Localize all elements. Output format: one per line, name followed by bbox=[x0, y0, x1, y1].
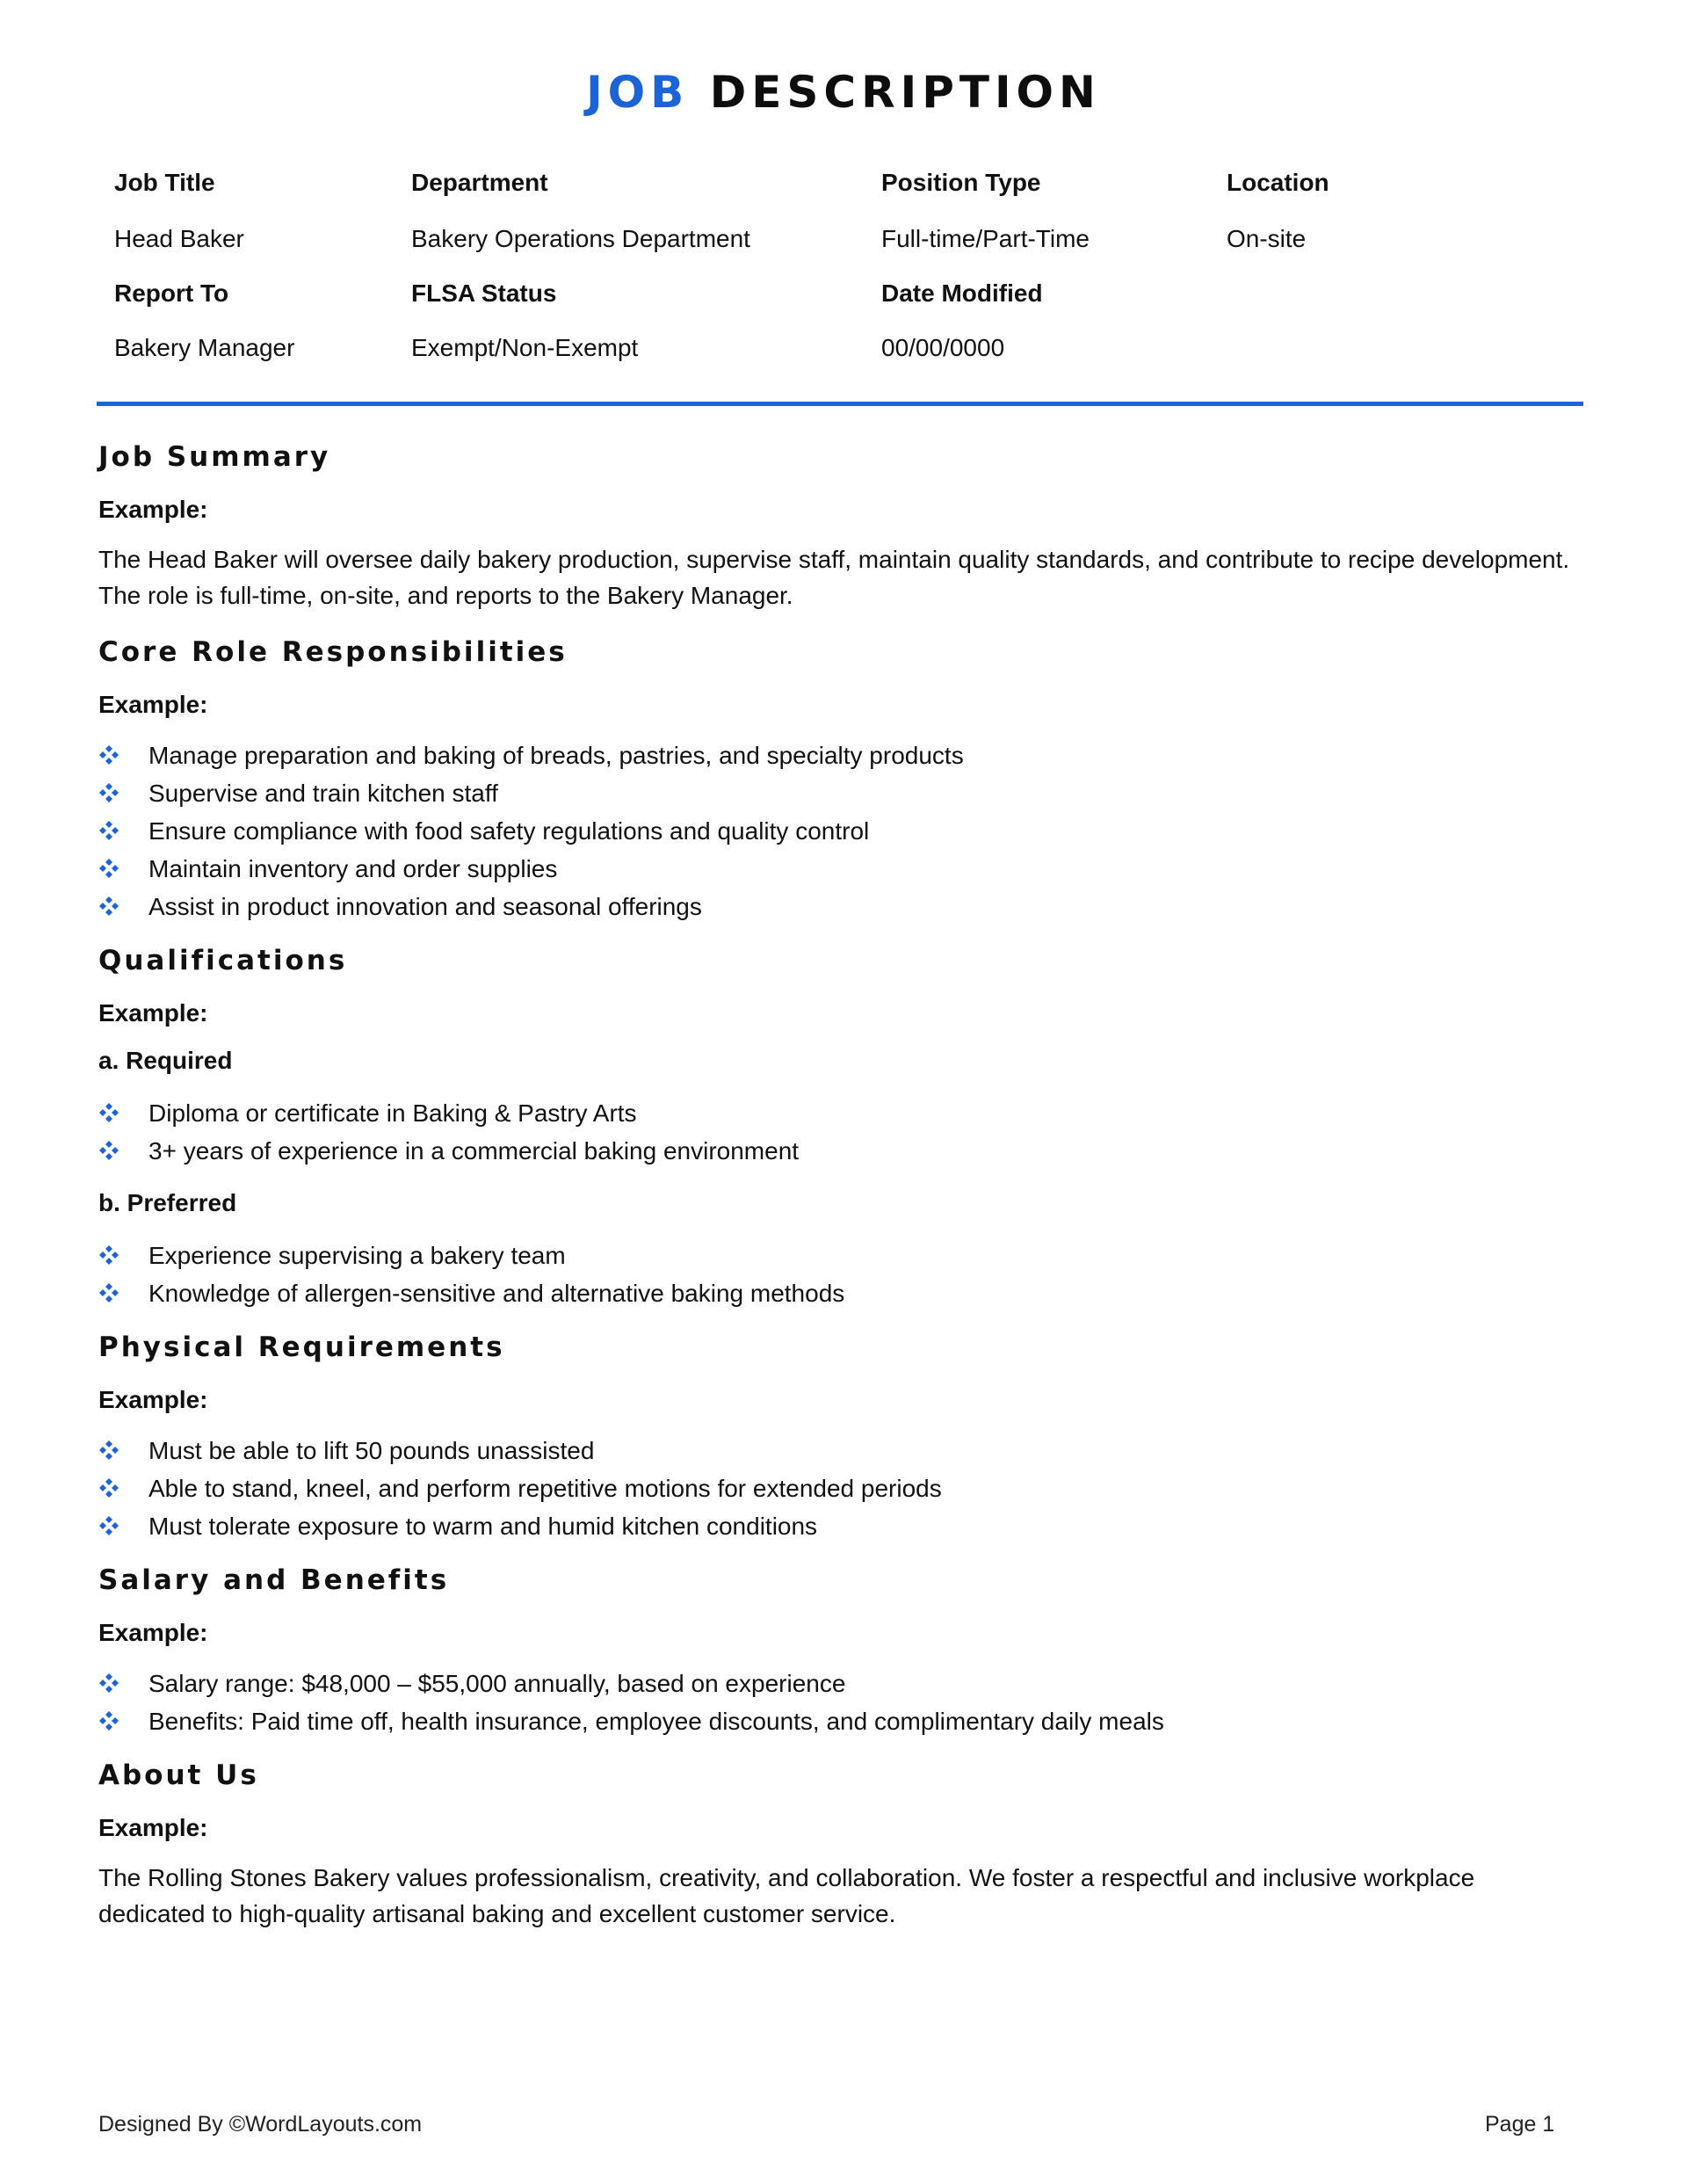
job-summary-text: The Head Baker will oversee daily bakery production, supervise staff, maintain quality standards, and contribute to recipe development. The role is full-time, on-site, and reports to the Bakery Manager. bbox=[98, 546, 1570, 609]
list-item-text: Supervise and train kitchen staff bbox=[148, 780, 498, 807]
list-item-text: Maintain inventory and order supplies bbox=[148, 855, 558, 882]
document-title bbox=[0, 62, 1687, 123]
header-divider bbox=[97, 402, 1583, 406]
required-label: a. Required bbox=[98, 1047, 233, 1074]
list-item-text: Able to stand, kneel, and perform repetitive motions for extended periods bbox=[148, 1475, 942, 1502]
list-item-text: Experience supervising a bakery team bbox=[148, 1242, 566, 1269]
list-item-text: 3+ years of experience in a commercial baking environment bbox=[148, 1137, 800, 1165]
list-item-text: Benefits: Paid time off, health insurance, employee discounts, and complimentary daily meals bbox=[148, 1708, 1164, 1735]
list-item-text: Must be able to lift 50 pounds unassisted bbox=[148, 1437, 595, 1464]
section-heading: Job Summary bbox=[98, 441, 331, 473]
section-heading: Core Role Responsibilities bbox=[98, 636, 568, 668]
list-item bbox=[98, 1132, 1583, 1170]
diamond-bullet-icon bbox=[98, 1274, 121, 1312]
position-type-label: Position Type bbox=[881, 169, 1041, 196]
date-modified-value: 00/00/0000 bbox=[881, 334, 1005, 361]
list-item bbox=[98, 888, 1583, 925]
diamond-bullet-icon bbox=[98, 850, 121, 888]
example-label: Example: bbox=[98, 1386, 208, 1413]
example-label: Example: bbox=[98, 999, 208, 1027]
diamond-bullet-icon bbox=[98, 774, 121, 812]
preferred-label: b. Preferred bbox=[98, 1189, 237, 1216]
list-item bbox=[98, 736, 1583, 774]
list-item bbox=[98, 1237, 1583, 1274]
section-heading: Qualifications bbox=[98, 945, 348, 976]
list-item-text: Diploma or certificate in Baking & Pastry Arts bbox=[148, 1099, 637, 1127]
list-item-text: Must tolerate exposure to warm and humid kitchen conditions bbox=[148, 1513, 818, 1540]
list-item-text: Knowledge of allergen-sensitive and alternative baking methods bbox=[148, 1280, 845, 1307]
example-label: Example: bbox=[98, 1619, 208, 1646]
title-main-word: DESCRIPTION bbox=[709, 67, 1101, 118]
example-label: Example: bbox=[98, 691, 208, 718]
list-item bbox=[98, 1274, 1583, 1312]
preferred-qualifications-list bbox=[98, 1237, 1583, 1312]
diamond-bullet-icon bbox=[98, 1132, 121, 1170]
diamond-bullet-icon bbox=[98, 1702, 121, 1740]
section-heading: Physical Requirements bbox=[98, 1331, 505, 1363]
section-heading: About Us bbox=[98, 1760, 259, 1791]
section-about-us bbox=[98, 1758, 1583, 1932]
list-item-text: Salary range: $48,000 – $55,000 annually, based on experience bbox=[148, 1670, 846, 1697]
flsa-status-label: FLSA Status bbox=[411, 279, 557, 307]
list-item bbox=[98, 774, 1583, 812]
list-item bbox=[98, 1702, 1583, 1740]
list-item-text: Manage preparation and baking of breads, pastries, and specialty products bbox=[148, 742, 964, 769]
list-item bbox=[98, 1094, 1583, 1132]
diamond-bullet-icon bbox=[98, 1094, 121, 1132]
diamond-bullet-icon bbox=[98, 1237, 121, 1274]
diamond-bullet-icon bbox=[98, 1432, 121, 1469]
diamond-bullet-icon bbox=[98, 1507, 121, 1545]
about-us-text: The Rolling Stones Bakery values professionalism, creativity, and collaboration. We foster a respectful and inclusive workplace dedicated to high-quality artisanal baking and excellent customer service. bbox=[98, 1864, 1475, 1927]
responsibilities-list bbox=[98, 736, 1583, 925]
footer-credit: Designed By ©WordLayouts.com bbox=[98, 2112, 423, 2137]
diamond-bullet-icon bbox=[98, 888, 121, 925]
section-job-summary bbox=[98, 439, 1583, 613]
diamond-bullet-icon bbox=[98, 736, 121, 774]
physical-requirements-list bbox=[98, 1432, 1583, 1545]
job-title-value: Head Baker bbox=[114, 225, 244, 252]
required-qualifications-list bbox=[98, 1094, 1583, 1170]
list-item bbox=[98, 1469, 1583, 1507]
list-item bbox=[98, 850, 1583, 888]
flsa-status-value: Exempt/Non-Exempt bbox=[411, 334, 639, 361]
footer-page-number: Page 1 bbox=[1485, 2112, 1555, 2137]
date-modified-label: Date Modified bbox=[881, 279, 1043, 307]
document-body bbox=[98, 439, 1583, 1953]
location-value: On-site bbox=[1227, 225, 1307, 252]
list-item bbox=[98, 1432, 1583, 1469]
position-type-value: Full-time/Part-Time bbox=[881, 225, 1090, 252]
job-title-label: Job Title bbox=[114, 169, 215, 196]
report-to-label: Report To bbox=[114, 279, 229, 307]
title-accent-word: JOB bbox=[586, 67, 690, 118]
section-core-responsibilities bbox=[98, 635, 1583, 925]
diamond-bullet-icon bbox=[98, 1469, 121, 1507]
list-item bbox=[98, 812, 1583, 850]
department-label: Department bbox=[411, 169, 548, 196]
list-item bbox=[98, 1507, 1583, 1545]
section-qualifications bbox=[98, 943, 1583, 1312]
job-info-table bbox=[114, 167, 1590, 378]
diamond-bullet-icon bbox=[98, 812, 121, 850]
example-label: Example: bbox=[98, 1814, 208, 1841]
section-physical-requirements bbox=[98, 1330, 1583, 1545]
list-item-text: Ensure compliance with food safety regulations and quality control bbox=[148, 817, 870, 845]
list-item bbox=[98, 1665, 1583, 1702]
location-label: Location bbox=[1227, 169, 1329, 196]
section-heading: Salary and Benefits bbox=[98, 1564, 450, 1596]
list-item-text: Assist in product innovation and seasonal offerings bbox=[148, 893, 702, 920]
example-label: Example: bbox=[98, 496, 208, 523]
report-to-value: Bakery Manager bbox=[114, 334, 295, 361]
department-value: Bakery Operations Department bbox=[411, 225, 750, 252]
section-salary-benefits bbox=[98, 1563, 1583, 1740]
salary-benefits-list bbox=[98, 1665, 1583, 1740]
diamond-bullet-icon bbox=[98, 1665, 121, 1702]
